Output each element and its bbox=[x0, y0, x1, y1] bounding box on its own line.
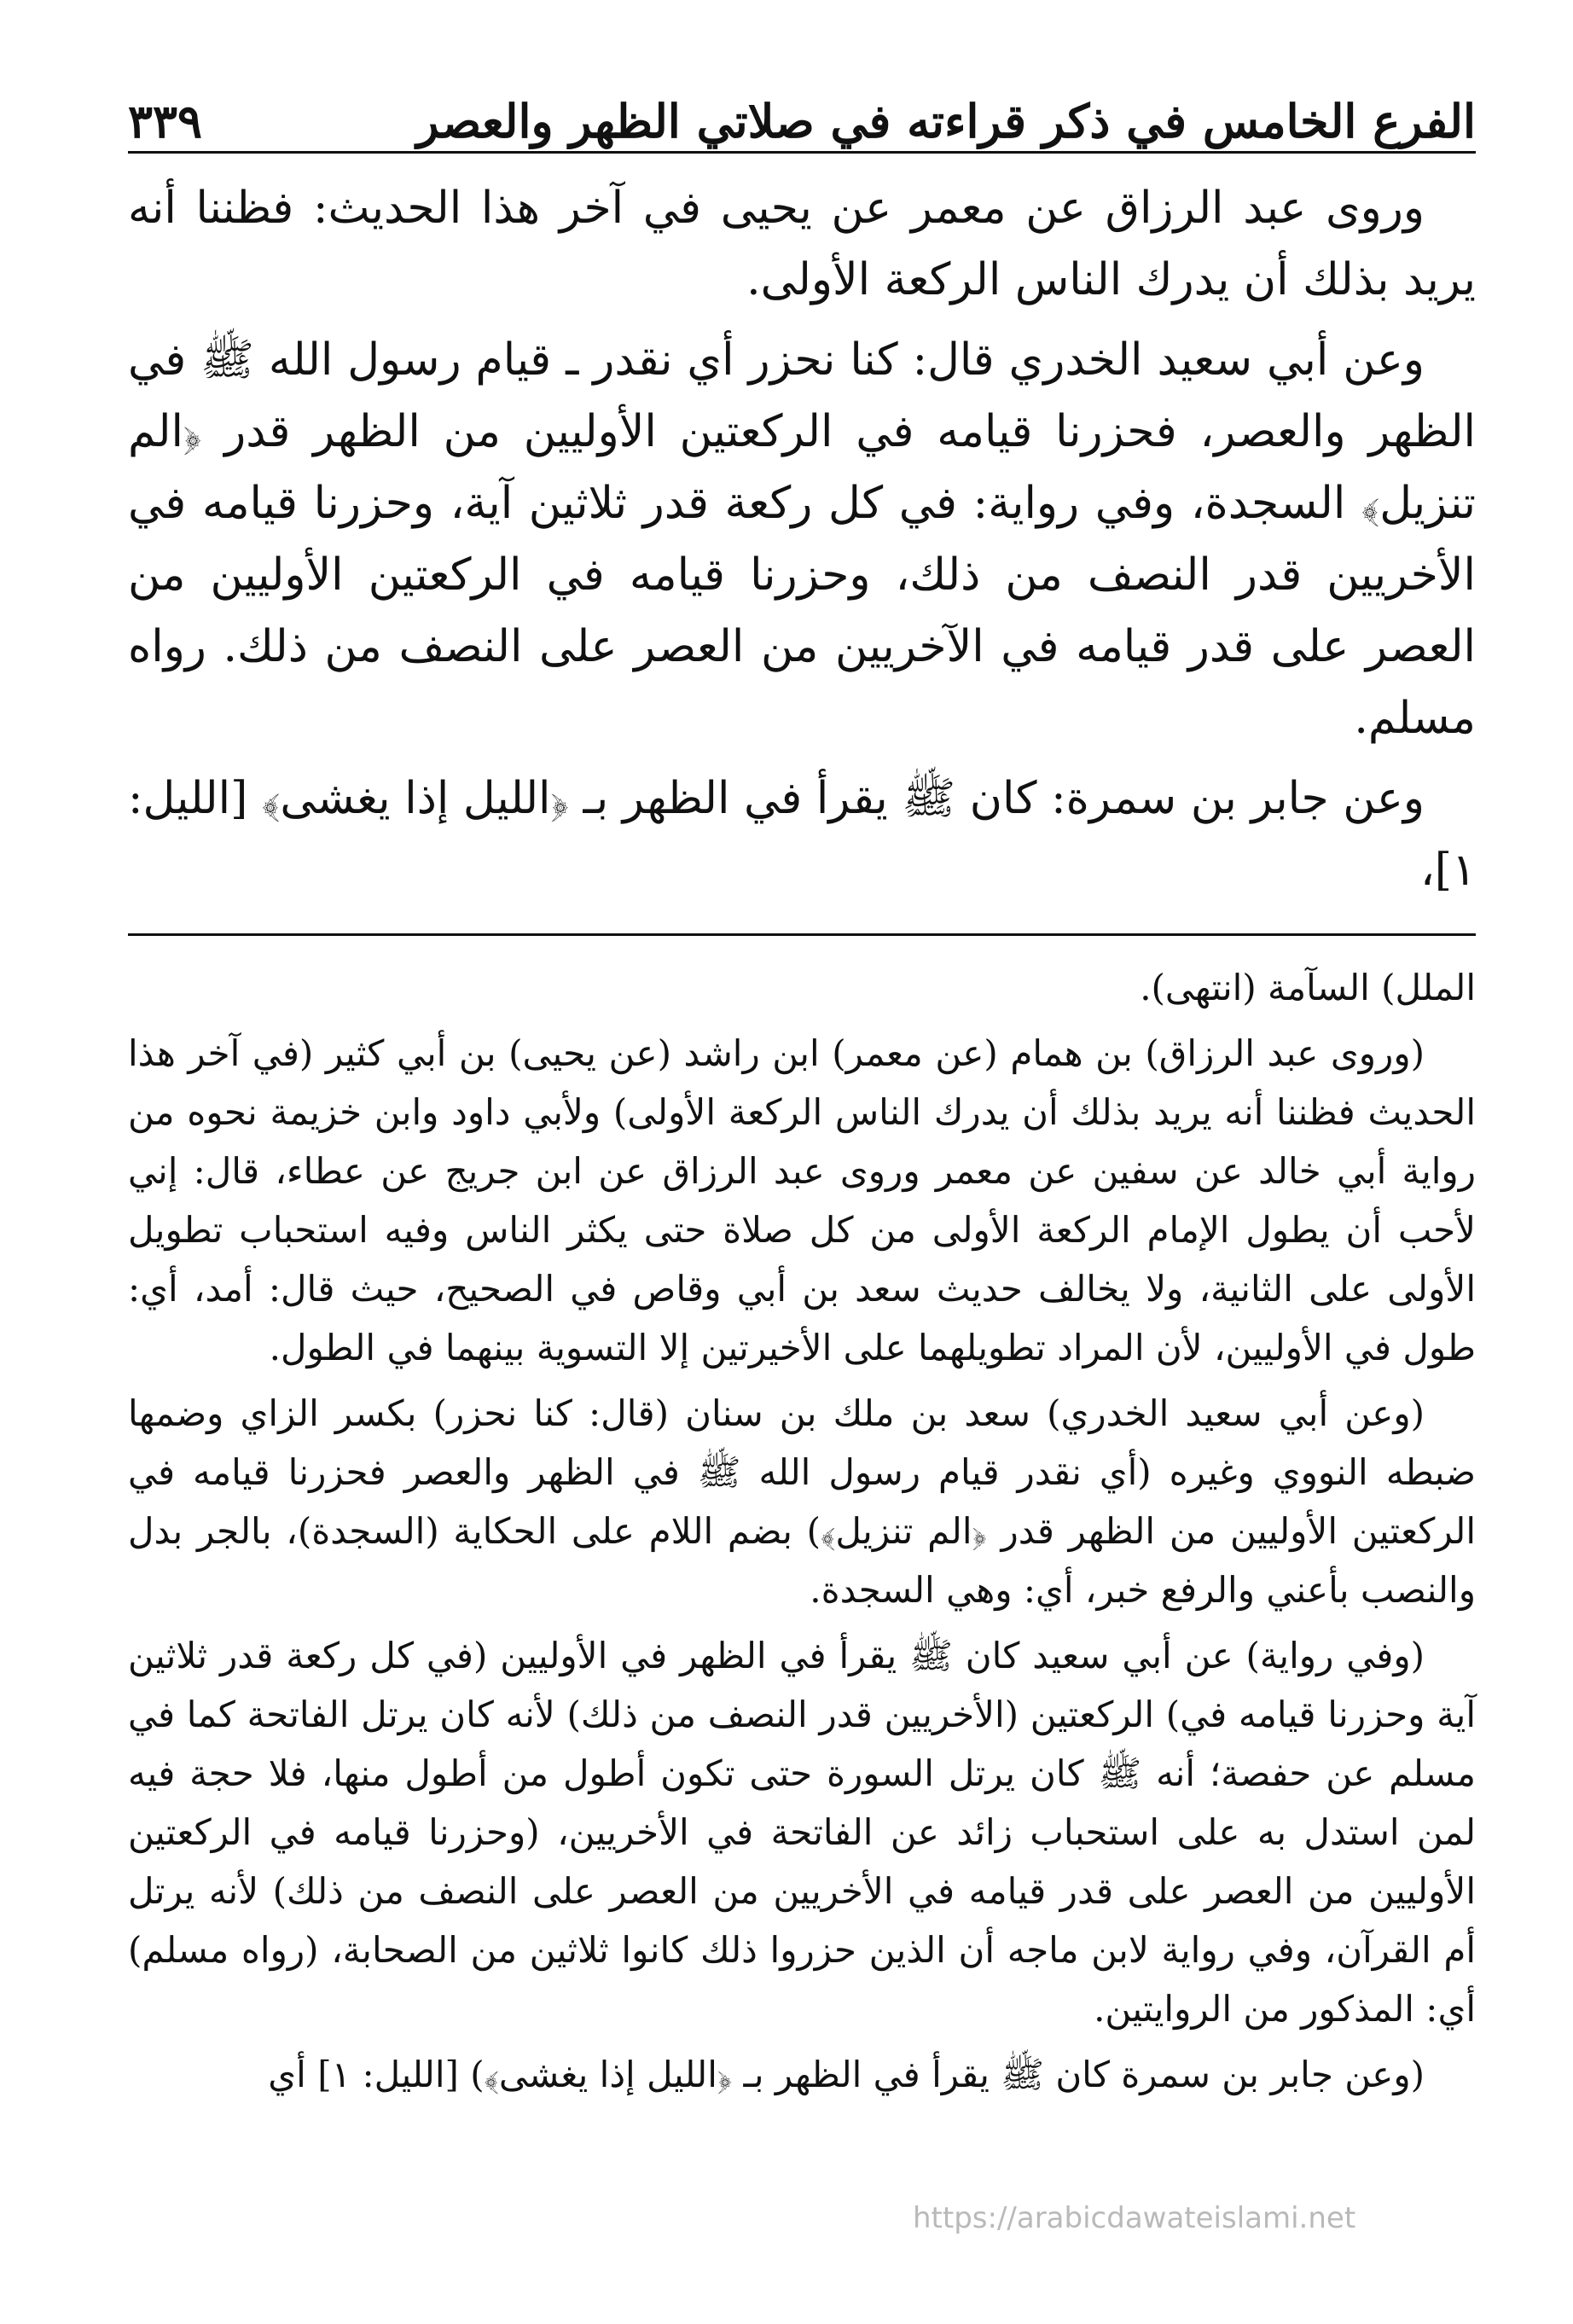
watermark-url: https://arabicdawateislami.net bbox=[913, 2201, 1356, 2235]
commentary-paragraph-2: (وروى عبد الرزاق) بن همام (عن معمر) ابن راشد (عن يحيى) بن أبي كثير (في آخر هذا الحديث فظننا أنه يريد بذلك أن يدرك الناس الركعة الأولى) ولأبي داود وابن خزيمة نحوه من رواية أبي خالد عن سفين عن معمر وروى عبد الرزاق عن ابن جريج عن عطاء، قال: إني لأحب أن يطول الإمام الركعة الأولى من كل صلاة حتى يكثر الناس وفيه استحباب تطويل الأولى على الثانية، ولا يخالف حديث سعد بن أبي وقاص في الصحيح، حيث قال: أمد، أي: طول في الأوليين، لأن المراد تطويلهما على الأخيرتين إلا التسوية بينهما في الطول. bbox=[128, 1032, 1476, 1368]
page-number: ٣٣٩ bbox=[128, 94, 203, 148]
book-page bbox=[128, 77, 1476, 2278]
commentary-paragraph-1: الملل) السآمة (انتهى). bbox=[1140, 967, 1476, 1008]
commentary-paragraph-3: (وعن أبي سعيد الخدري) سعد بن ملك بن سنان (قال: كنا نحزر) بكسر الزاي وضمها ضبطه النووي وغيره (أي نقدر قيام رسول الله ﷺ في الظهر والعصر فحزرنا قيامه في الركعتين الأوليين من الظهر قدر ﴿الم تنزيل﴾) بضم اللام على الحكاية (السجدة)، بالجر بدل والنصب بأعني والرفع خبر، أي: وهي السجدة. bbox=[128, 1392, 1477, 1611]
main-text bbox=[128, 172, 1476, 906]
commentary bbox=[128, 958, 1476, 2104]
main-paragraph-3: وعن جابر بن سمرة: كان ﷺ يقرأ في الظهر بـ ﴿الليل إذا يغشى﴾ [الليل: ١]، bbox=[128, 773, 1476, 896]
footnote-divider bbox=[128, 933, 1476, 936]
commentary-paragraph-5: (وعن جابر بن سمرة كان ﷺ يقرأ في الظهر بـ ﴿الليل إذا يغشى﴾) [الليل: ١] أي bbox=[268, 2054, 1425, 2095]
page-header bbox=[128, 77, 1476, 154]
running-head: الفرع الخامس في ذكر قراءته في صلاتي الظهر والعصر bbox=[416, 94, 1476, 148]
main-paragraph-2: وعن أبي سعيد الخدري قال: كنا نحزر أي نقدر ـ قيام رسول الله ﷺ في الظهر والعصر، فحزرنا قيامه في الركعتين الأوليين من الظهر قدر ﴿الم تنزيل﴾ السجدة، وفي رواية: في كل ركعة قدر ثلاثين آية، وحزرنا قيامه في الأخريين قدر النصف من ذلك، وحزرنا قيامه في الركعتين الأوليين من العصر على قدر قيامه في الآخريين من العصر على النصف من ذلك. رواه مسلم. bbox=[128, 334, 1476, 744]
main-paragraph-1: وروى عبد الرزاق عن معمر عن يحيى في آخر هذا الحديث: فظننا أنه يريد بذلك أن يدرك الناس الركعة الأولى. bbox=[128, 183, 1476, 305]
commentary-paragraph-4: (وفي رواية) عن أبي سعيد كان ﷺ يقرأ في الظهر في الأوليين (في كل ركعة قدر ثلاثين آية وحزرنا قيامه في) الركعتين (الأخريين قدر النصف من ذلك) لأنه كان يرتل الفاتحة كما في مسلم عن حفصة؛ أنه ﷺ كان يرتل السورة حتى تكون أطول من أطول منها، فلا حجة فيه لمن استدل به على استحباب زائد عن الفاتحة في الأخريين، (وحزرنا قيامه في الركعتين الأوليين من العصر على قدر قيامه في الأخريين من العصر على النصف من ذلك) لأنه يرتل أم القرآن، وفي رواية لابن ماجه أن الذين حزروا ذلك كانوا ثلاثين من الصحابة، (رواه مسلم) أي: المذكور من الروايتين. bbox=[128, 1635, 1476, 2030]
